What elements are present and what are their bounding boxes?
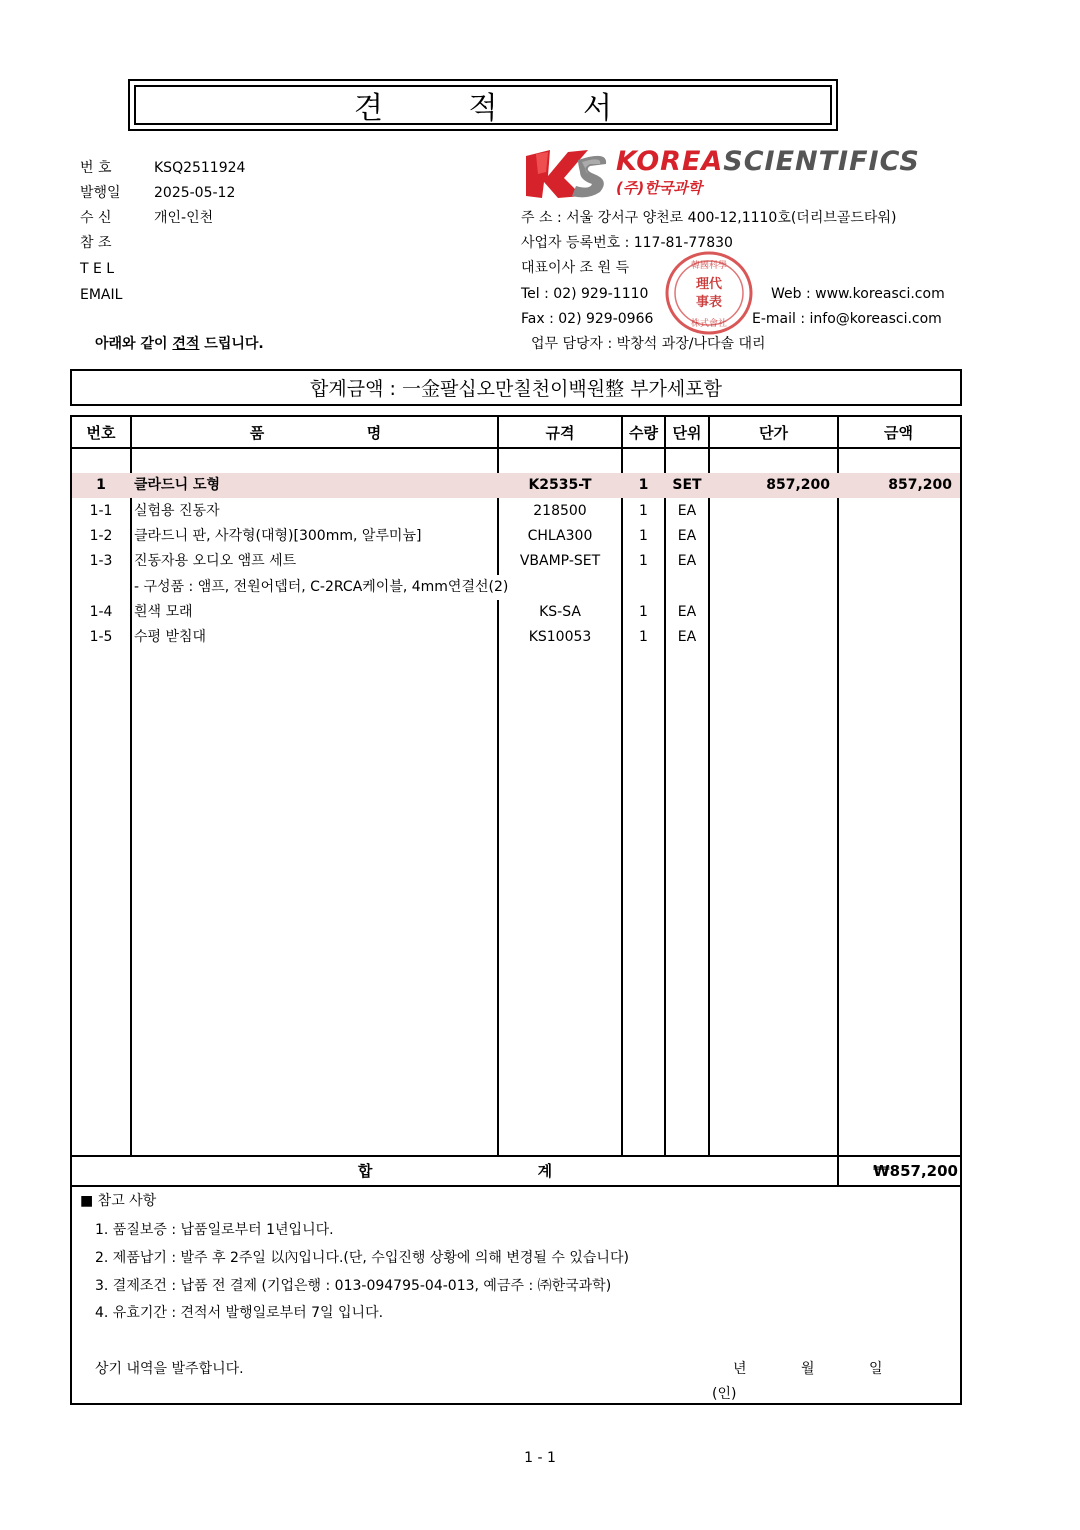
table-notes-divider xyxy=(70,1185,962,1187)
document-title: 견 적 서 xyxy=(134,85,832,125)
table-row xyxy=(72,549,960,574)
row-unit: EA xyxy=(677,528,697,544)
svg-text:株式會社: 株式會社 xyxy=(690,319,728,329)
note-item: 2. 제품납기 : 발주 후 2주일 以內입니다.(단, 수입진행 상황에 의해 변경될 수 있습니다) xyxy=(95,1250,629,1266)
info-row-recipient xyxy=(80,206,213,230)
row-unit: SET xyxy=(672,477,702,493)
greeting-pre: 아래와 같이 xyxy=(95,336,173,352)
title-box xyxy=(128,79,838,131)
info-value: 2025-05-12 xyxy=(154,185,236,201)
row-name: 진동자용 오디오 앰프 세트 xyxy=(134,553,297,569)
row-spec: KS-SA xyxy=(539,604,581,620)
order-year: 년 xyxy=(733,1361,747,1377)
row-spec: 218500 xyxy=(533,503,587,519)
row-price: 857,200 xyxy=(766,477,830,493)
row-qty: 1 xyxy=(639,553,648,569)
info-key: 수 신 xyxy=(80,210,112,226)
row-name: 흰색 모래 xyxy=(134,604,193,620)
row-unit: EA xyxy=(677,553,697,569)
company-reg-no: 사업자 등록번호 : 117-81-77830 xyxy=(521,235,733,251)
total-value: ₩857,200 xyxy=(873,1162,958,1180)
header-spec: 규격 xyxy=(545,424,575,442)
row-spec: CHLA300 xyxy=(527,528,593,544)
row-spec: K2535-T xyxy=(528,477,592,493)
row-no: 1 xyxy=(72,473,130,498)
table-row xyxy=(72,625,960,650)
page-number: 1 - 1 xyxy=(524,1450,556,1466)
greeting-underlined: 견적 xyxy=(172,336,200,352)
info-row-reference xyxy=(80,231,154,255)
header-name-b: 명 xyxy=(366,424,382,442)
table-row xyxy=(72,499,960,524)
info-value: KSQ2511924 xyxy=(154,160,246,176)
info-value: 개인-인천 xyxy=(154,210,214,226)
row-name: 클라드니 판, 사각형(대형)[300mm, 알루미늄] xyxy=(134,528,422,544)
header-price: 단가 xyxy=(759,424,788,442)
row-spec: VBAMP-SET xyxy=(519,553,601,569)
row-qty: 1 xyxy=(639,528,648,544)
row-no: 1-2 xyxy=(89,528,113,544)
info-key: 발행일 xyxy=(80,185,121,201)
info-key: EMAIL xyxy=(80,287,123,303)
notes-heading: ■ 참고 사항 xyxy=(80,1193,157,1209)
company-manager: 업무 담당자 : 박창석 과장/나다솔 대리 xyxy=(531,336,766,352)
info-key: 번 호 xyxy=(80,160,112,176)
row-no: 1-4 xyxy=(89,604,113,620)
svg-text:事表: 事表 xyxy=(695,295,723,310)
company-address: 주 소 : 서울 강서구 양천로 400-12,1110호(더리브골드타워) xyxy=(521,210,897,226)
sum-amount-box: 합계금액 : 一金팔십오만칠천이백원整 부가세포함 xyxy=(70,369,962,406)
logo-korea: KOREA xyxy=(616,146,724,177)
ks-logo-icon xyxy=(524,146,610,202)
table-row xyxy=(72,575,960,600)
header-amount: 금액 xyxy=(884,424,913,442)
svg-text:理代: 理代 xyxy=(695,277,723,292)
table-total-divider xyxy=(70,1155,962,1157)
logo-subtitle: (주)한국과학 xyxy=(616,179,703,197)
row-unit: EA xyxy=(677,604,697,620)
info-row-email xyxy=(80,283,154,307)
company-email: E-mail : info@koreasci.com xyxy=(752,311,942,327)
company-ceo: 대표이사 조 원 득 xyxy=(521,260,630,276)
header-qty: 수량 xyxy=(629,424,658,442)
row-name: 실험용 진동자 xyxy=(134,503,220,519)
company-seal-stamp xyxy=(664,250,754,336)
row-name: 수평 받침대 xyxy=(134,629,207,645)
table-row xyxy=(72,600,960,625)
row-spec: KS10053 xyxy=(528,629,592,645)
row-amount: 857,200 xyxy=(888,477,952,493)
header-name-a: 품 xyxy=(249,424,265,442)
company-web: Web : www.koreasci.com xyxy=(771,286,945,302)
order-day: 일 xyxy=(869,1361,883,1377)
header-unit: 단위 xyxy=(672,424,702,442)
order-month: 월 xyxy=(801,1361,815,1377)
row-no: 1-3 xyxy=(89,553,113,569)
logo-scientifics: SCIENTIFICS xyxy=(723,146,920,177)
table-row xyxy=(72,473,960,498)
logo-wordmark xyxy=(616,146,920,177)
row-qty: 1 xyxy=(639,629,648,645)
row-name: 클라드니 도형 xyxy=(134,477,221,493)
order-seal: (인) xyxy=(712,1386,737,1402)
row-name: - 구성품 : 앰프, 전원어뎁터, C-2RCA케이블, 4mm연결선(2) xyxy=(134,575,512,600)
greeting-post: 드립니다. xyxy=(199,336,264,352)
note-item: 1. 품질보증 : 납품일로부터 1년입니다. xyxy=(95,1222,334,1238)
info-key: 참 조 xyxy=(80,235,112,251)
svg-text:韓國科學: 韓國科學 xyxy=(690,261,728,271)
total-label: 합 계 xyxy=(357,1162,633,1180)
company-tel: Tel : 02) 929-1110 xyxy=(521,286,649,302)
row-no: 1-1 xyxy=(89,503,113,519)
info-key: T E L xyxy=(80,261,115,277)
row-qty: 1 xyxy=(638,477,649,493)
company-logo xyxy=(524,146,934,202)
company-fax: Fax : 02) 929-0966 xyxy=(521,311,654,327)
info-row-tel xyxy=(80,257,154,281)
note-item: 4. 유효기간 : 견적서 발행일로부터 7일 입니다. xyxy=(95,1305,384,1321)
note-item: 3. 결제조건 : 납품 전 결제 (기업은행 : 013-094795-04-013, 예금주 : ㈜한국과학) xyxy=(95,1278,612,1294)
row-unit: EA xyxy=(677,629,697,645)
greeting-text xyxy=(95,333,264,353)
header-no: 번호 xyxy=(86,424,116,442)
info-row-date xyxy=(80,181,235,205)
row-qty: 1 xyxy=(639,604,648,620)
order-text: 상기 내역을 발주합니다. xyxy=(95,1361,244,1377)
row-no: 1-5 xyxy=(89,629,113,645)
info-row-number xyxy=(80,156,245,180)
table-row xyxy=(72,524,960,549)
row-unit: EA xyxy=(677,503,697,519)
row-qty: 1 xyxy=(639,503,648,519)
